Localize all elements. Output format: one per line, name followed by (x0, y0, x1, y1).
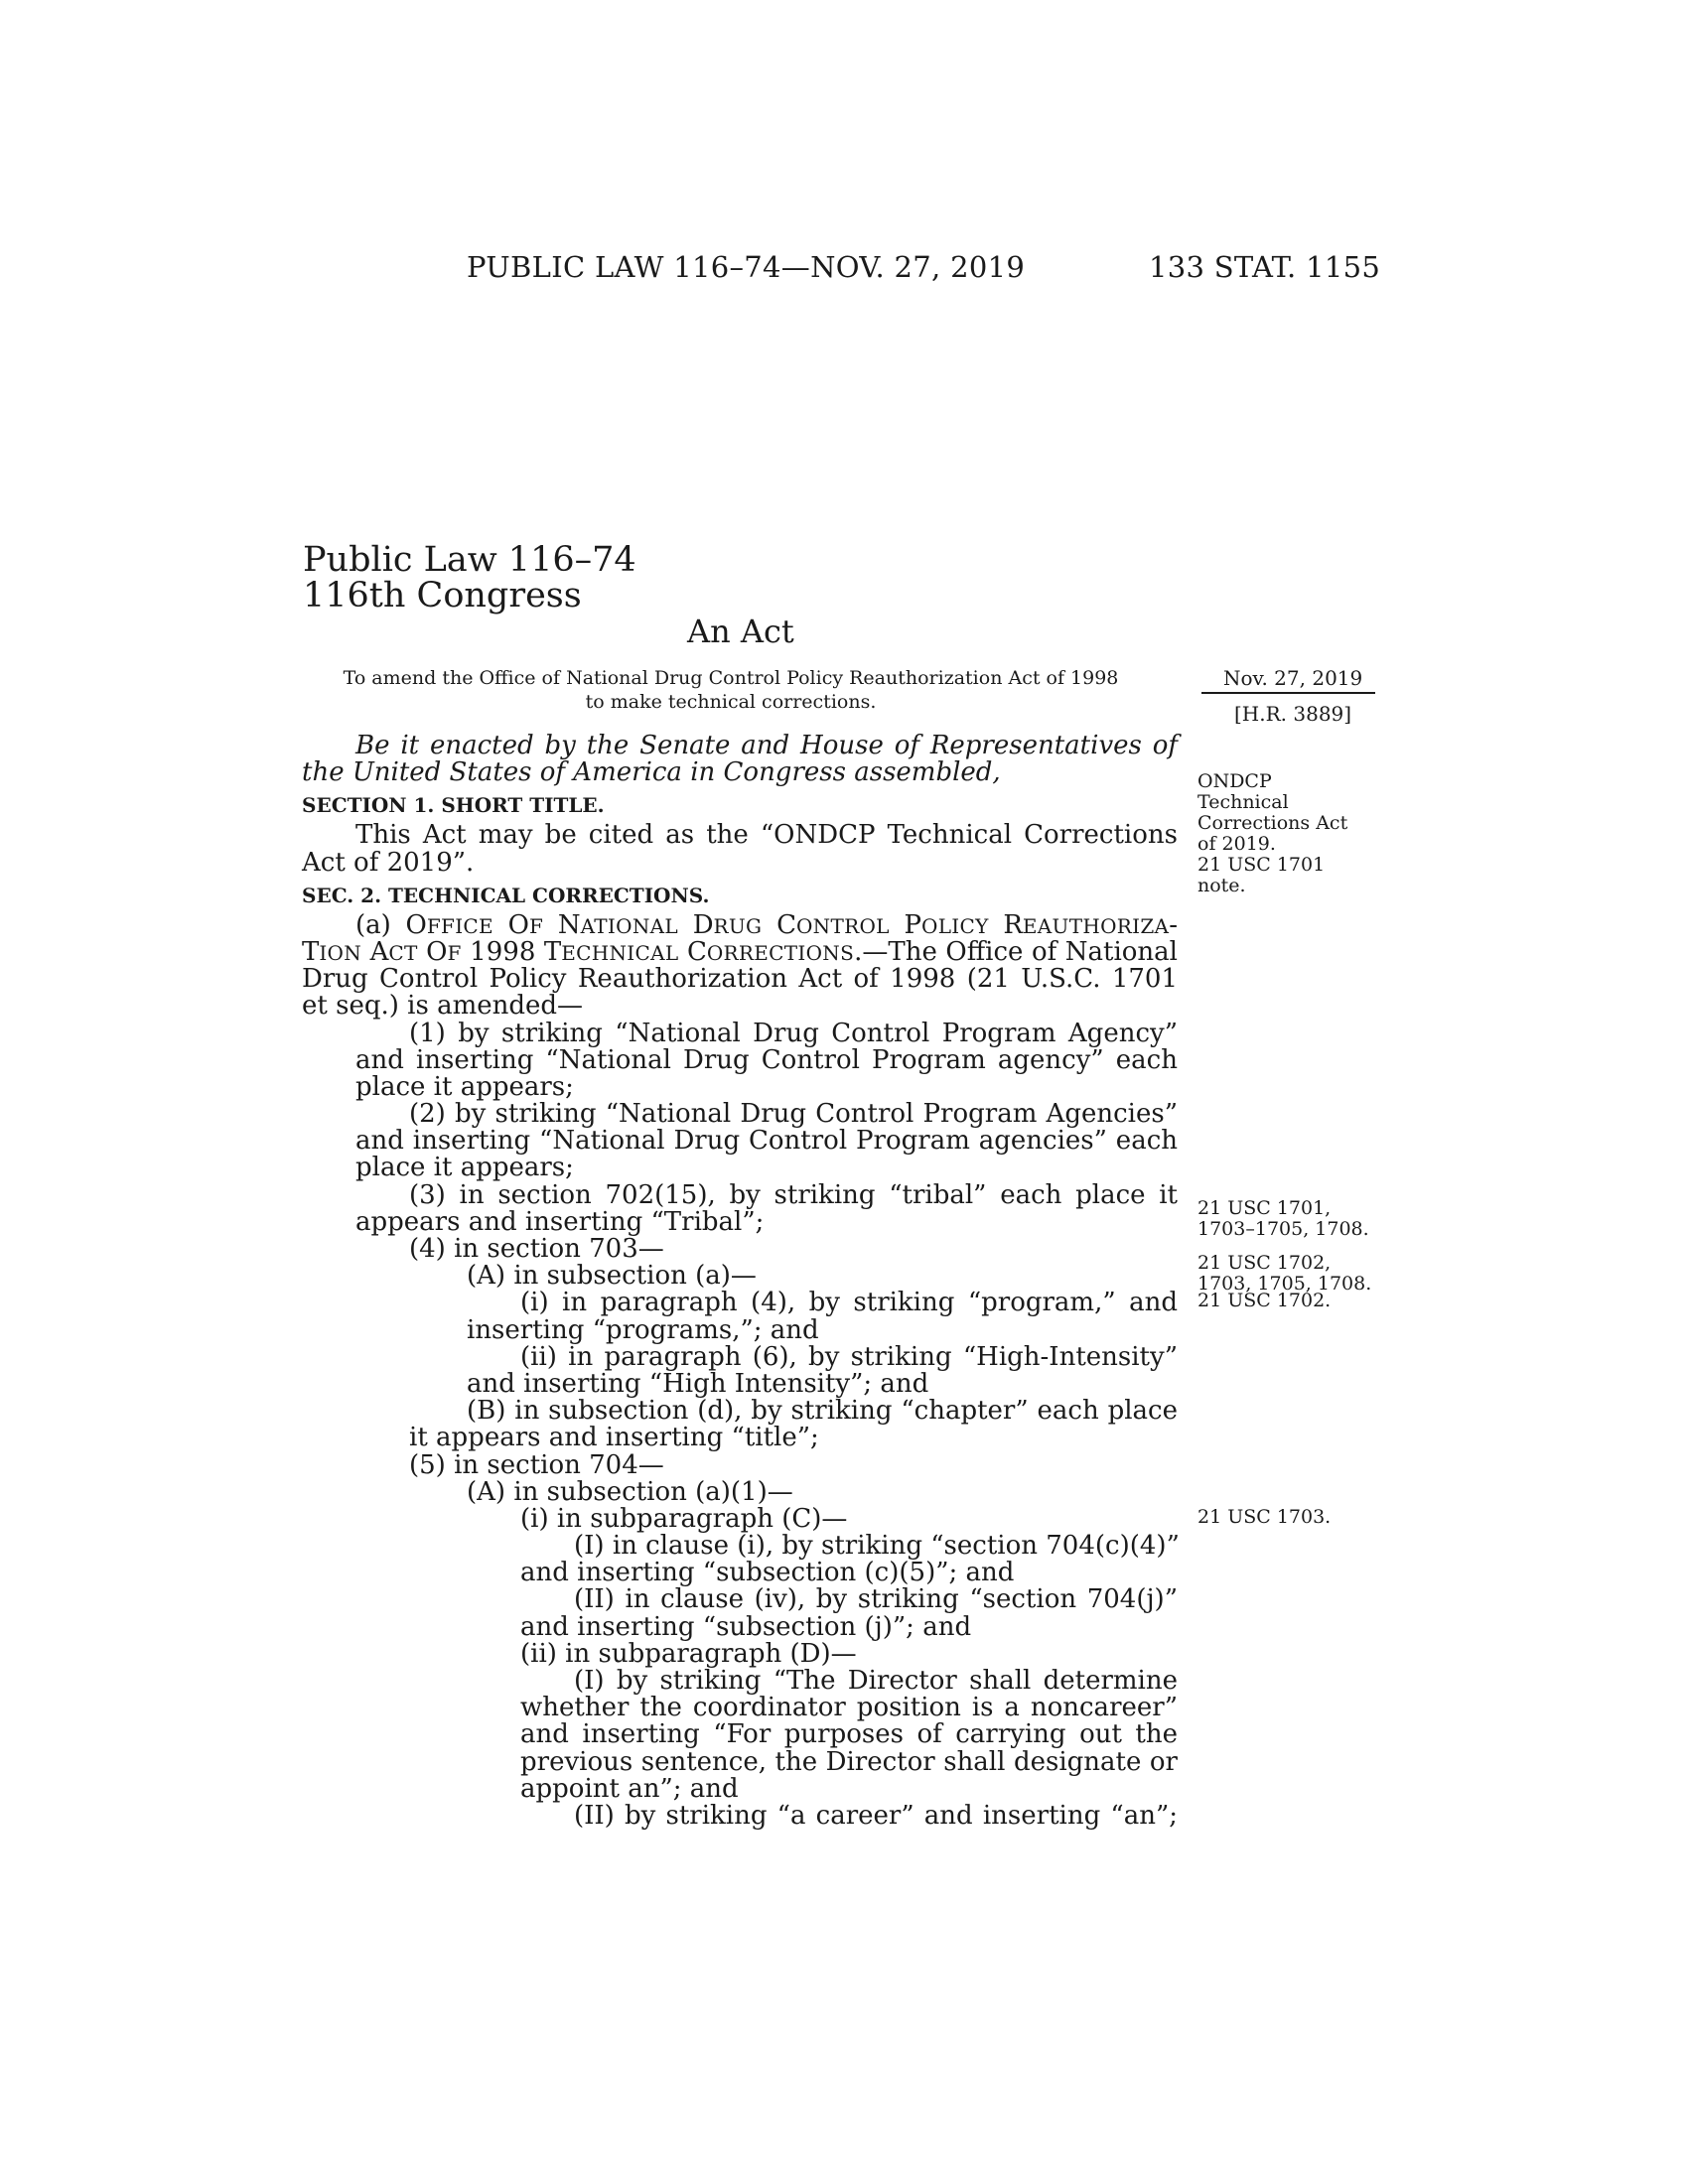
paragraph-1: and inserting “National Drug Control Program agency” each (355, 1044, 1178, 1075)
short-title-text: This Act may be cited as the “ONDCP Technical Corrections (355, 820, 1178, 851)
date-rule (1201, 692, 1375, 694)
enactment-date: Nov. 27, 2019 (1223, 666, 1363, 690)
clause-4Ai: inserting “programs,”; and (467, 1314, 819, 1345)
clause-4Ai: (i) in paragraph (4), by striking “program,” and (520, 1288, 1178, 1318)
margin-note-citation-3: 21 USC 1702. (1197, 1290, 1332, 1311)
act-body (302, 733, 1178, 1830)
purpose-line-1: To amend the Office of National Drug Control Policy Reauthorization Act of 1998 (343, 667, 1119, 689)
subclause-5AiI: (I) in clause (i), by striking “section 704(c)(4)” (574, 1531, 1180, 1562)
subparagraph-5A: (A) in subsection (a)(1)— (467, 1476, 793, 1507)
subparagraph-4A: (A) in subsection (a)— (467, 1261, 757, 1292)
act-title: An Act (687, 613, 794, 650)
purpose-line-2: to make technical corrections. (585, 691, 877, 713)
subclause-5AiII: and inserting “subsection (j)”; and (520, 1611, 972, 1642)
short-title-text: Act of 2019”. (302, 847, 475, 878)
clause-4Aii: (ii) in paragraph (6), by striking “High-Intensity” (520, 1341, 1178, 1372)
public-law-number: Public Law 116–74 (303, 540, 636, 580)
subclause-5AiiI: and inserting “For purposes of carrying out the (520, 1719, 1178, 1750)
enacting-clause: Be it enacted by the Senate and House of Representatives of (355, 731, 1178, 760)
paragraph-2: place it appears; (355, 1153, 574, 1183)
subclause-5AiiII: (II) by striking “a career” and inserting “an”; (574, 1800, 1178, 1831)
subsection-a: Drug Control Policy Reauthorization Act of 1998 (21 U.S.C. 1701 (302, 964, 1178, 995)
paragraph-1: place it appears; (355, 1071, 574, 1102)
subsection-a: et seq.) is amended— (302, 991, 584, 1022)
subsection-a-heading: (a) OFFICE OF NATIONAL DRUG CONTROL POLICY REAUTHORIZA- (355, 909, 1179, 940)
bill-number: [H.R. 3889] (1234, 702, 1352, 726)
margin-note-short-title: ONDCP Technical Corrections Act of 2019. 21 USC 1701 note. (1197, 770, 1348, 896)
subclause-5AiiI: whether the coordinator position is a noncareer” (520, 1693, 1178, 1723)
paragraph-3: (3) in section 702(15), by striking “tribal” each place it (409, 1179, 1178, 1210)
paragraph-2: and inserting “National Drug Control Program agencies” each (355, 1126, 1178, 1157)
paragraph-5: (5) in section 704— (409, 1449, 664, 1480)
subsection-a (302, 909, 1179, 940)
subparagraph-4B: (B) in subsection (d), by striking “chapter” each place (467, 1396, 1178, 1427)
subparagraph-4B: it appears and inserting “title”; (409, 1423, 819, 1453)
paragraph-4: (4) in section 703— (409, 1234, 664, 1264)
clause-5Ai: (i) in subparagraph (C)— (520, 1503, 848, 1534)
margin-note-citation-4: 21 USC 1703. (1197, 1506, 1332, 1528)
congress-number: 116th Congress (303, 576, 582, 615)
enacting-clause: the United States of America in Congress assembled, (302, 757, 1001, 788)
section-heading: SEC. 2. TECHNICAL CORRECTIONS. (302, 883, 710, 907)
subclause-5AiII: (II) in clause (iv), by striking “section 704(j)” (574, 1584, 1178, 1615)
subclause-5AiiI: previous sentence, the Director shall designate or (520, 1746, 1178, 1777)
subclause-5AiI: and inserting “subsection (c)(5)”; and (520, 1558, 1015, 1588)
clause-4Aii: and inserting “High Intensity”; and (467, 1368, 929, 1399)
paragraph-2: (2) by striking “National Drug Control Program Agencies” (409, 1099, 1178, 1130)
subclause-5AiiI: (I) by striking “The Director shall determine (574, 1666, 1178, 1696)
paragraph-1: (1) by striking “National Drug Control Program Agency” (409, 1018, 1178, 1048)
clause-5Aii: (ii) in subparagraph (D)— (520, 1638, 857, 1669)
subclause-5AiiI: appoint an”; and (520, 1773, 739, 1804)
running-head-title: PUBLIC LAW 116–74—NOV. 27, 2019 (467, 250, 1026, 284)
subsection-a: TION ACT OF 1998 TECHNICAL CORRECTIONS.—The Office of National (302, 936, 1178, 967)
paragraph-3: appears and inserting “Tribal”; (355, 1206, 765, 1237)
margin-note-citation-1: 21 USC 1701, 1703–1705, 1708. (1197, 1197, 1369, 1240)
running-head-page: 133 STAT. 1155 (1149, 250, 1381, 284)
margin-note-citation-2: 21 USC 1702, 1703, 1705, 1708. (1197, 1252, 1372, 1295)
section-heading: SECTION 1. SHORT TITLE. (302, 793, 605, 818)
